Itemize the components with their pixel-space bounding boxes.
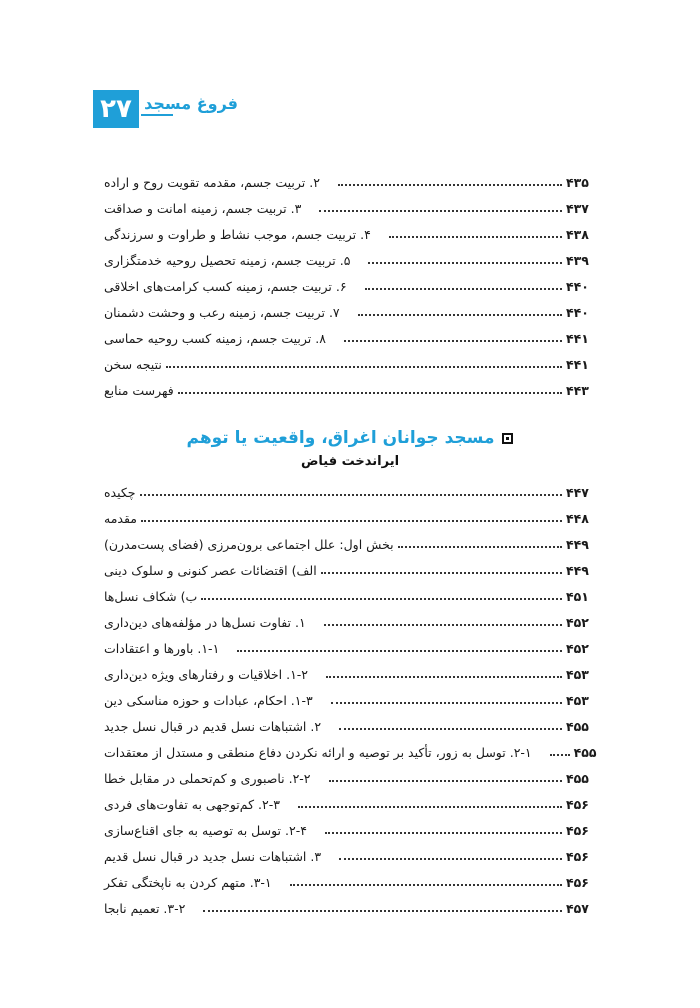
toc-entry-title: فهرست منابع bbox=[104, 383, 174, 398]
article-title-text: مسجد جوانان اغراق، واقعیت یا توهم bbox=[186, 428, 495, 448]
toc-entry-title: مقدمه bbox=[104, 511, 137, 526]
toc-entry bbox=[100, 296, 600, 322]
toc-entry-page: ۴۳۹ bbox=[566, 253, 589, 268]
toc-entry-page: ۴۴۸ bbox=[566, 511, 589, 526]
toc-leader-dots bbox=[389, 236, 562, 238]
toc-entry-title: ۳. تربیت جسم، زمینه امانت و صداقت bbox=[104, 201, 302, 216]
toc-entry-title: ۲-۳. کم‌توجهی به تفاوت‌های فردی bbox=[104, 797, 280, 812]
toc-entry bbox=[100, 270, 600, 296]
toc-leader-dots bbox=[166, 366, 562, 368]
toc-leader-dots bbox=[365, 288, 562, 290]
toc-entry bbox=[100, 502, 600, 528]
article-author: ایراندخت فیاض bbox=[300, 454, 400, 469]
toc-entry bbox=[100, 736, 600, 762]
toc-leader-dots bbox=[321, 572, 562, 574]
toc-entry bbox=[100, 840, 600, 866]
toc-leader-dots bbox=[178, 392, 562, 394]
toc-entry bbox=[100, 166, 600, 192]
toc-entry-page: ۴۴۷ bbox=[566, 485, 589, 500]
toc-entry bbox=[100, 374, 600, 400]
toc-entry bbox=[100, 580, 600, 606]
toc-leader-dots bbox=[326, 676, 562, 678]
toc-entry-page: ۴۴۳ bbox=[566, 383, 589, 398]
toc-entry-page: ۴۴۹ bbox=[566, 537, 589, 552]
toc-entry-title: ۳-۱. متهم کردن به ناپختگی تفکر bbox=[104, 875, 272, 890]
toc-list-top bbox=[100, 166, 600, 400]
toc-entry-title: ۱-۲. اخلاقیات و رفتارهای ویژه دین‌داری bbox=[104, 667, 309, 682]
toc-entry-page: ۴۴۱ bbox=[566, 357, 589, 372]
toc-entry bbox=[100, 606, 600, 632]
toc-leader-dots bbox=[344, 340, 562, 342]
toc-entry-page: ۴۵۲ bbox=[566, 615, 589, 630]
toc-entry-title: ب) شکاف نسل‌ها bbox=[104, 589, 198, 604]
toc-entry bbox=[100, 218, 600, 244]
toc-entry bbox=[100, 762, 600, 788]
toc-entry-page: ۴۵۶ bbox=[566, 849, 589, 864]
toc-entry-title: ۶. تربیت جسم، زمینه کسب کرامت‌های اخلاقی bbox=[104, 279, 347, 294]
toc-entry-title: الف) اقتضائات عصر کنونی و سلوک دینی bbox=[104, 563, 317, 578]
toc-leader-dots bbox=[298, 806, 562, 808]
toc-entry bbox=[100, 528, 600, 554]
toc-leader-dots bbox=[140, 494, 562, 496]
toc-entry-title: بخش اول: علل اجتماعی برون‌مرزی (فضای پست‌مدرن) bbox=[104, 537, 394, 552]
toc-entry bbox=[100, 684, 600, 710]
toc-entry bbox=[100, 192, 600, 218]
toc-entry bbox=[100, 814, 600, 840]
toc-entry-title: ۴. تربیت جسم، موجب نشاط و طراوت و سرزندگی bbox=[104, 227, 371, 242]
toc-leader-dots bbox=[331, 702, 562, 704]
toc-entry-page: ۴۳۸ bbox=[566, 227, 589, 242]
toc-entry-title: ۷. تربیت جسم، زمینه رعب و وحشت دشمنان bbox=[104, 305, 340, 320]
page-number: ۲۷ bbox=[93, 90, 139, 128]
toc-entry-title: ۱. تفاوت نسل‌ها در مؤلفه‌های دین‌داری bbox=[104, 615, 306, 630]
toc-leader-dots bbox=[141, 520, 562, 522]
toc-leader-dots bbox=[368, 262, 562, 264]
toc-entry-title: ۲-۲. ناصبوری و کم‌تحملی در مقابل خطا bbox=[104, 771, 311, 786]
toc-entry-page: ۴۴۹ bbox=[566, 563, 589, 578]
toc-leader-dots bbox=[324, 624, 562, 626]
toc-leader-dots bbox=[550, 754, 570, 756]
toc-leader-dots bbox=[237, 650, 562, 652]
toc-entry-title: ۲. اشتباهات نسل قدیم در قبال نسل جدید bbox=[104, 719, 322, 734]
toc-entry bbox=[100, 632, 600, 658]
toc-entry-page: ۴۵۶ bbox=[566, 823, 589, 838]
toc-entry-page: ۴۳۷ bbox=[566, 201, 589, 216]
toc-leader-dots bbox=[290, 884, 562, 886]
toc-entry bbox=[100, 322, 600, 348]
toc-leader-dots bbox=[398, 546, 562, 548]
toc-entry bbox=[100, 710, 600, 736]
toc-leader-dots bbox=[338, 184, 562, 186]
toc-entry-page: ۴۴۰ bbox=[566, 279, 589, 294]
toc-entry-page: ۴۵۵ bbox=[573, 745, 597, 760]
toc-entry-title: ۵. تربیت جسم، زمینه تحصیل روحیه خدمتگزاری bbox=[104, 253, 351, 268]
toc-entry-title: ۲-۴. توسل به توصیه به جای اقناع‌سازی bbox=[104, 823, 307, 838]
toc-leader-dots bbox=[203, 910, 562, 912]
toc-leader-dots bbox=[329, 780, 562, 782]
toc-leader-dots bbox=[319, 210, 562, 212]
toc-entry-page: ۴۵۶ bbox=[566, 797, 589, 812]
toc-entry bbox=[100, 348, 600, 374]
toc-entry-title: ۱-۱. باورها و اعتقادات bbox=[104, 641, 220, 656]
toc-entry-title: نتیجه سخن bbox=[104, 357, 162, 372]
square-bullet-icon bbox=[502, 433, 513, 444]
toc-entry-page: ۴۵۳ bbox=[566, 693, 589, 708]
toc-entry-page: ۴۵۶ bbox=[566, 875, 589, 890]
toc-entry-page: ۴۵۵ bbox=[566, 719, 589, 734]
toc-entry bbox=[100, 244, 600, 270]
toc-leader-dots bbox=[325, 832, 562, 834]
toc-entry-title: ۱-۳. احکام، عبادات و حوزه مناسکی دین bbox=[104, 693, 313, 708]
book-title: فروغ مسجد bbox=[144, 94, 238, 113]
toc-entry bbox=[100, 788, 600, 814]
toc-entry-title: ۸. تربیت جسم، زمینه کسب روحیه حماسی bbox=[104, 331, 326, 346]
toc-leader-dots bbox=[358, 314, 562, 316]
toc-entry-page: ۴۵۲ bbox=[566, 641, 589, 656]
toc-entry-page: ۴۴۰ bbox=[566, 305, 589, 320]
toc-list-bottom bbox=[100, 476, 600, 918]
article-title bbox=[187, 428, 514, 448]
header-divider bbox=[141, 114, 173, 116]
toc-entry-title: ۳. اشتباهات نسل جدید در قبال نسل قدیم bbox=[104, 849, 322, 864]
toc-entry-page: ۴۵۳ bbox=[566, 667, 589, 682]
toc-entry bbox=[100, 866, 600, 892]
article-heading bbox=[100, 428, 600, 469]
toc-entry bbox=[100, 554, 600, 580]
running-header bbox=[93, 90, 238, 128]
toc-entry-page: ۴۳۵ bbox=[566, 175, 589, 190]
toc-entry bbox=[100, 658, 600, 684]
toc-entry-title: چکیده bbox=[104, 485, 136, 500]
toc-entry-page: ۴۵۱ bbox=[566, 589, 589, 604]
toc-entry-title: ۲-۱. توسل به زور، تأکید بر توصیه و ارائه نکردن دفاع منطقی و مستدل از معتقدات bbox=[104, 745, 532, 760]
toc-leader-dots bbox=[201, 598, 562, 600]
toc-leader-dots bbox=[339, 728, 562, 730]
toc-entry-page: ۴۴۱ bbox=[566, 331, 589, 346]
toc-entry bbox=[100, 476, 600, 502]
toc-leader-dots bbox=[339, 858, 562, 860]
toc-entry-title: ۲. تربیت جسم، مقدمه تقویت روح و اراده bbox=[104, 175, 320, 190]
toc-entry-page: ۴۵۷ bbox=[566, 901, 589, 916]
toc-entry-page: ۴۵۵ bbox=[566, 771, 589, 786]
toc-entry-title: ۳-۲. تعمیم نابجا bbox=[104, 901, 186, 916]
toc-entry bbox=[100, 892, 600, 918]
